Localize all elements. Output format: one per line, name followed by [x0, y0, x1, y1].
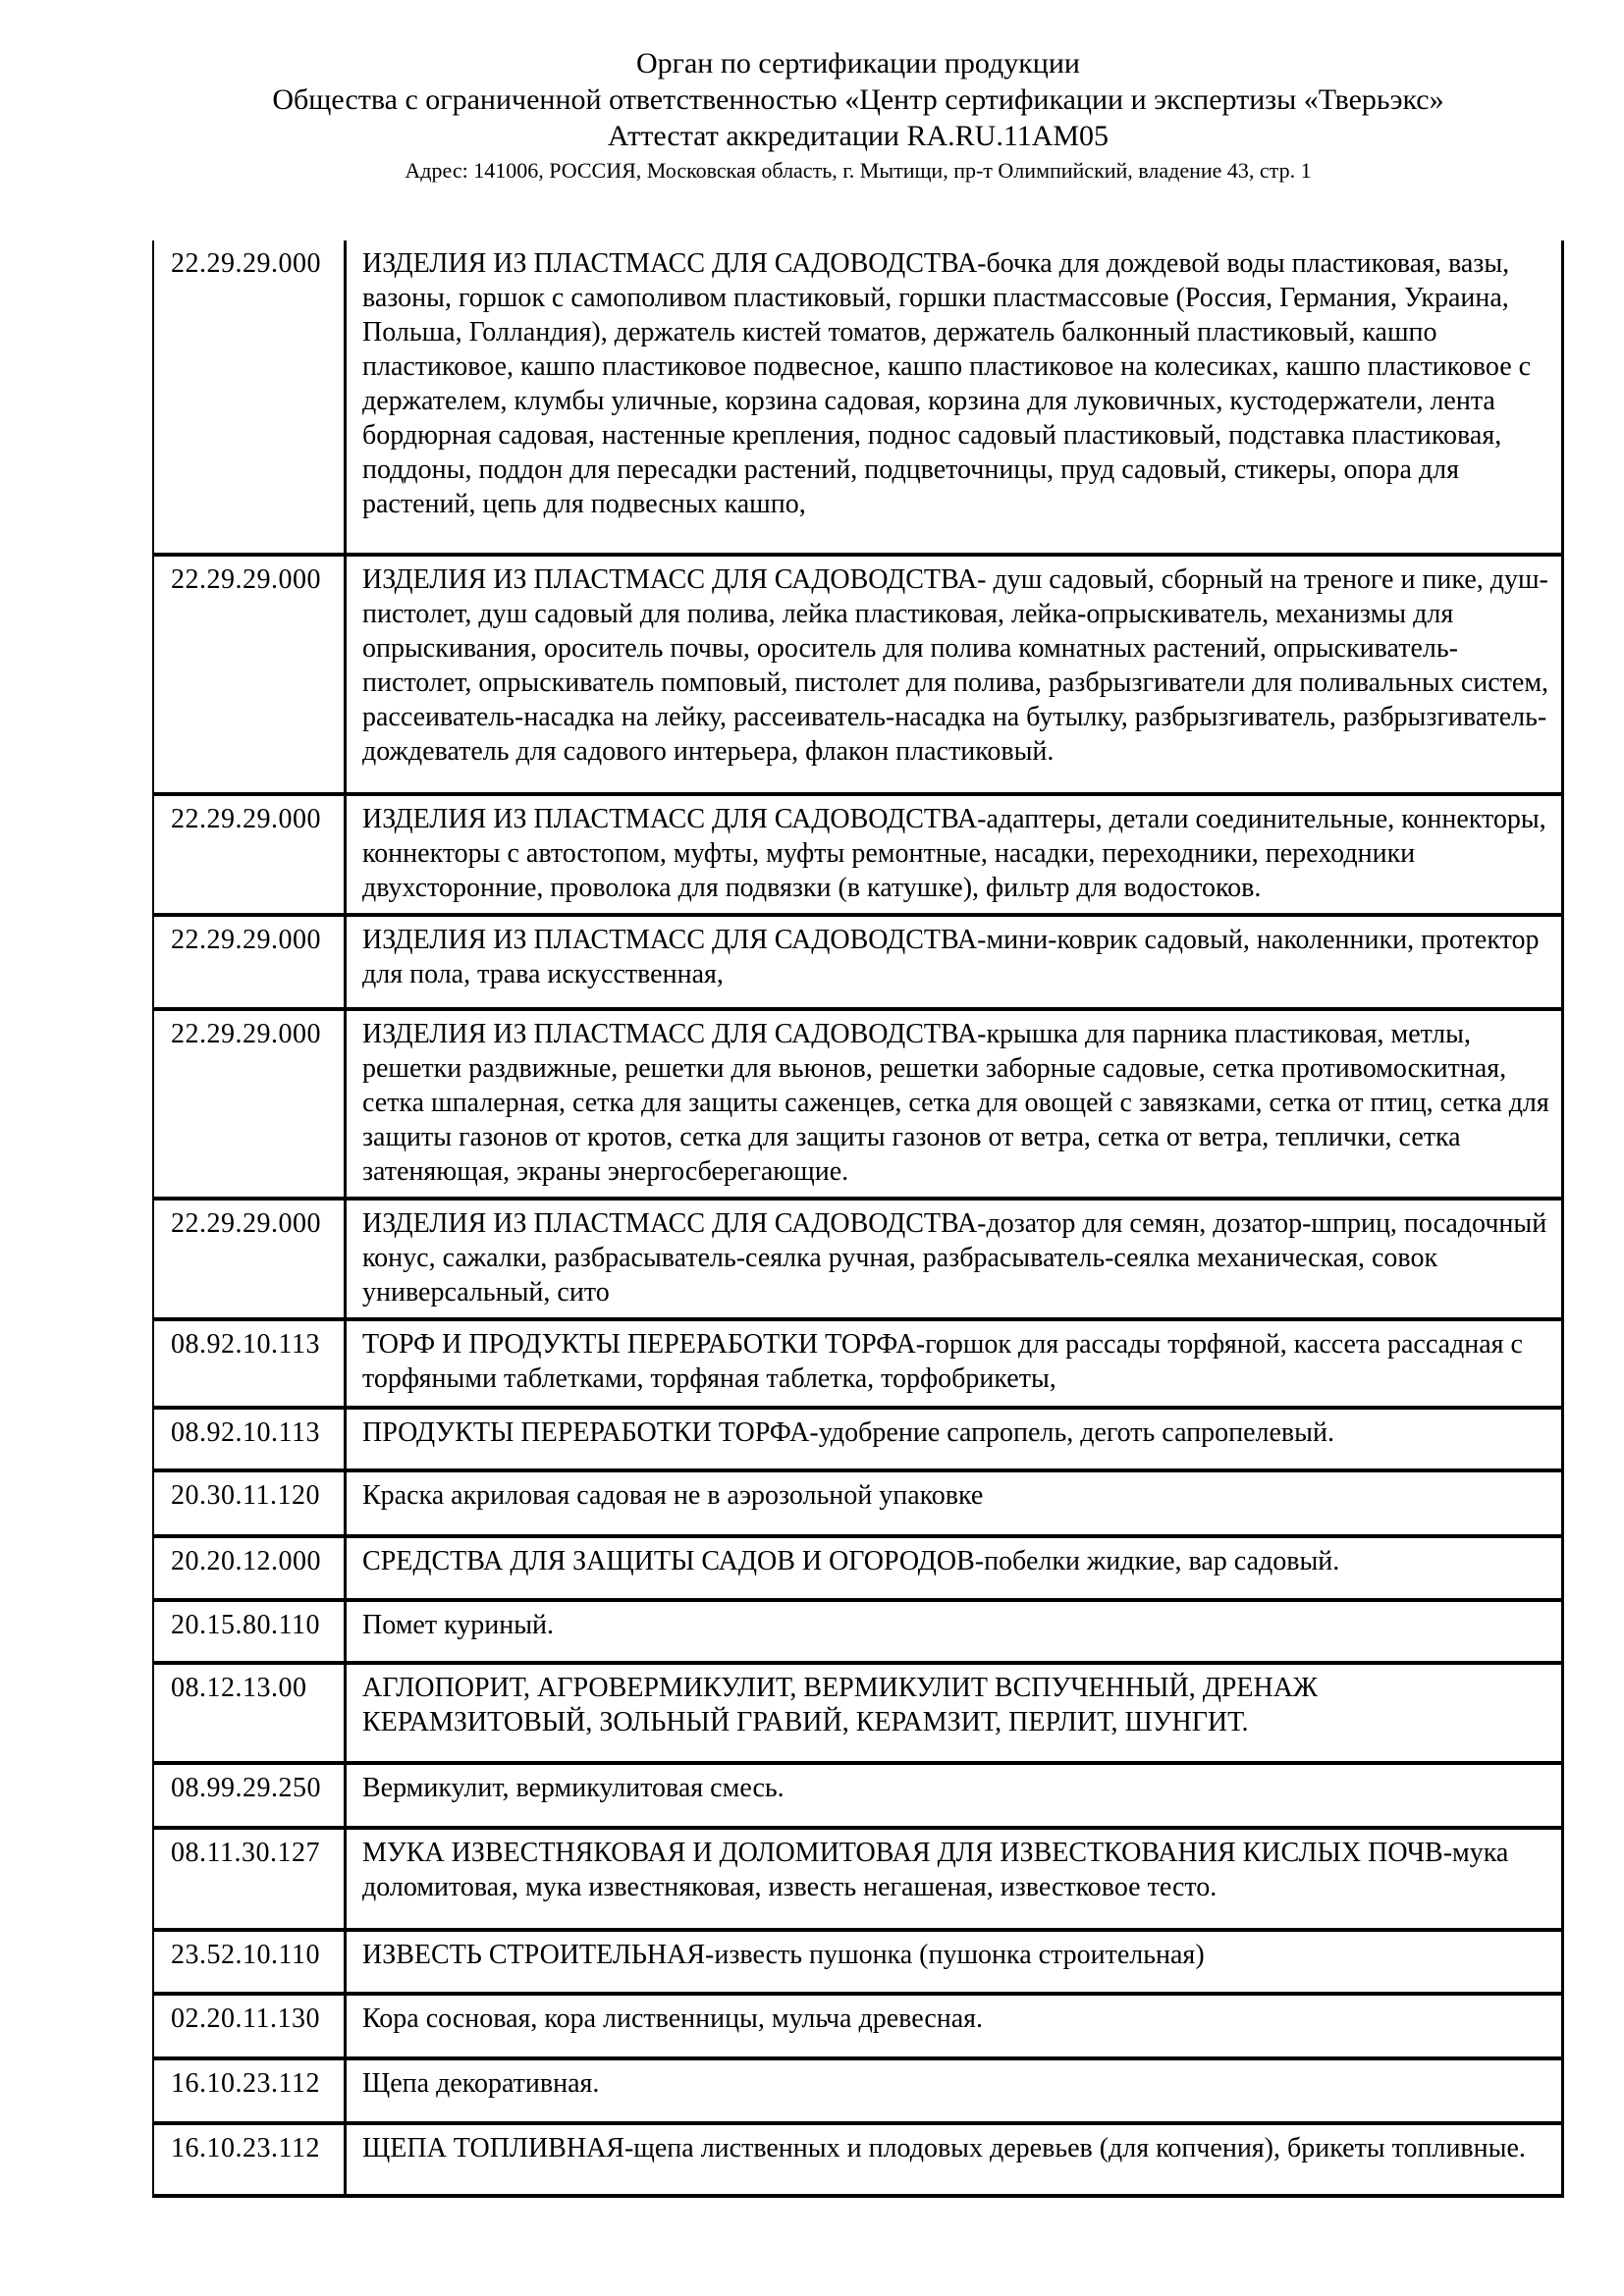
- product-description-cell: ИЗДЕЛИЯ ИЗ ПЛАСТМАСС ДЛЯ САДОВОДСТВА- душ садовый, сборный на треноге и пике, душ-пистолет, душ садовый для полива, лейка пластиковая, лейка-опрыскиватель, механизмы для опрыскивания, ороситель почвы, ороситель для полива комнатных растений, опрыскиватель-пистолет, опрыскиватель помповый, пистолет для полива, разбрызгиватели для поливальных систем, рассеиватель-насадка на лейку, рассеиватель-насадка на бутылку, разбрызгиватель, разбрызгиватель-дождеватель для садового интерьера, флакон пластиковый.: [347, 557, 1564, 792]
- table-row: [152, 557, 1564, 796]
- product-description-cell: Помет куриный.: [347, 1602, 1564, 1661]
- product-code-cell: 22.29.29.000: [152, 917, 347, 1007]
- product-description-cell: МУКА ИЗВЕСТНЯКОВАЯ И ДОЛОМИТОВАЯ ДЛЯ ИЗВЕСТКОВАНИЯ КИСЛЫХ ПОЧВ-мука доломитовая, мука известняковая, известь негашеная, известковое тесто.: [347, 1830, 1564, 1928]
- product-code-cell: 08.99.29.250: [152, 1765, 347, 1826]
- table-row: [152, 1665, 1564, 1765]
- product-description-cell: ИЗДЕЛИЯ ИЗ ПЛАСТМАСС ДЛЯ САДОВОДСТВА-бочка для дождевой воды пластиковая, вазы, вазоны, горшок с самополивом пластиковый, горшки пластмассовые (Россия, Германия, Украина, Польша, Голландия), держатель кистей томатов, держатель балконный пластиковый, кашпо пластиковое, кашпо пластиковое подвесное, кашпо пластиковое на колесиках, кашпо пластиковое с держателем, клумбы уличные, корзина садовая, корзина для луковичных, кустодержатели, лента бордюрная садовая, настенные крепления, поднос садовый пластиковый, подставка пластиковая, поддоны, поддон для пересадки растений, подцветочницы, пруд садовый, стикеры, опора для растений, цепь для подвесных кашпо,: [347, 240, 1564, 553]
- table-row: [152, 1472, 1564, 1538]
- product-description-cell: Краска акриловая садовая не в аэрозольной упаковке: [347, 1472, 1564, 1534]
- table-row: [152, 1321, 1564, 1410]
- certification-products-table: [152, 240, 1564, 2198]
- product-code-cell: 16.10.23.112: [152, 2060, 347, 2121]
- product-code-cell: 16.10.23.112: [152, 2125, 347, 2194]
- product-description-cell: СРЕДСТВА ДЛЯ ЗАЩИТЫ САДОВ И ОГОРОДОВ-побелки жидкие, вар садовый.: [347, 1538, 1564, 1598]
- table-row: [152, 1602, 1564, 1665]
- table-row: [152, 796, 1564, 917]
- table-row: [152, 917, 1564, 1011]
- product-code-cell: 20.20.12.000: [152, 1538, 347, 1598]
- table-row: [152, 2125, 1564, 2198]
- document-header: [152, 45, 1564, 185]
- product-description-cell: Кора сосновая, кора лиственницы, мульча древесная.: [347, 1996, 1564, 2056]
- header-address-line: Адрес: 141006, РОССИЯ, Московская область, г. Мытищи, пр-т Олимпийский, владение 43, стр. 1: [405, 158, 1312, 183]
- table-row: [152, 1011, 1564, 1201]
- product-code-cell: 02.20.11.130: [152, 1996, 347, 2056]
- table-row: [152, 1765, 1564, 1830]
- product-description-cell: ИЗДЕЛИЯ ИЗ ПЛАСТМАСС ДЛЯ САДОВОДСТВА-крышка для парника пластиковая, метлы, решетки раздвижные, решетки для вьюнов, решетки заборные садовые, сетка противомоскитная, сетка шпалерная, сетка для защиты саженцев, сетка для овощей с завязками, сетка от птиц, сетка для защиты газонов от кротов, сетка для защиты газонов от ветра, сетка от ветра, теплички, сетка затеняющая, экраны энергосберегающие.: [347, 1011, 1564, 1197]
- header-company-line: Общества с ограниченной ответственностью «Центр сертификации и экспертизы «Тверьэкс»: [272, 83, 1444, 116]
- product-code-cell: 08.12.13.00: [152, 1665, 347, 1761]
- table-row: [152, 1538, 1564, 1602]
- product-code-cell: 20.30.11.120: [152, 1472, 347, 1534]
- product-code-cell: 22.29.29.000: [152, 1011, 347, 1197]
- table-row: [152, 240, 1564, 557]
- product-description-cell: АГЛОПОРИТ, АГРОВЕРМИКУЛИТ, ВЕРМИКУЛИТ ВСПУЧЕННЫЙ, ДРЕНАЖ КЕРАМЗИТОВЫЙ, ЗОЛЬНЫЙ ГРАВИЙ, КЕРАМЗИТ, ПЕРЛИТ, ШУНГИТ.: [347, 1665, 1564, 1761]
- product-code-cell: 22.29.29.000: [152, 796, 347, 913]
- table-row: [152, 1201, 1564, 1321]
- product-description-cell: Щепа декоративная.: [347, 2060, 1564, 2121]
- product-description-cell: ИЗДЕЛИЯ ИЗ ПЛАСТМАСС ДЛЯ САДОВОДСТВА-мини-коврик садовый, наколенники, протектор для пола, трава искусственная,: [347, 917, 1564, 1007]
- product-description-cell: ЩЕПА ТОПЛИВНАЯ-щепа лиственных и плодовых деревьев (для копчения), брикеты топливные.: [347, 2125, 1564, 2194]
- product-code-cell: 22.29.29.000: [152, 557, 347, 792]
- table-row: [152, 2060, 1564, 2125]
- product-code-cell: 20.15.80.110: [152, 1602, 347, 1661]
- product-description-cell: Вермикулит, вермикулитовая смесь.: [347, 1765, 1564, 1826]
- table-row: [152, 1830, 1564, 1932]
- product-description-cell: ПРОДУКТЫ ПЕРЕРАБОТКИ ТОРФА-удобрение сапропель, деготь сапропелевый.: [347, 1410, 1564, 1468]
- table-row: [152, 1410, 1564, 1472]
- product-code-cell: 08.92.10.113: [152, 1321, 347, 1406]
- product-code-cell: 23.52.10.110: [152, 1932, 347, 1992]
- product-description-cell: ИЗДЕЛИЯ ИЗ ПЛАСТМАСС ДЛЯ САДОВОДСТВА-адаптеры, детали соединительные, коннекторы, коннекторы с автостопом, муфты, муфты ремонтные, насадки, переходники, переходники двухсторонние, проволока для подвязки (в катушке), фильтр для водостоков.: [347, 796, 1564, 913]
- product-code-cell: 08.11.30.127: [152, 1830, 347, 1928]
- product-description-cell: ИЗВЕСТЬ СТРОИТЕЛЬНАЯ-известь пушонка (пушонка строительная): [347, 1932, 1564, 1992]
- product-description-cell: ИЗДЕЛИЯ ИЗ ПЛАСТМАСС ДЛЯ САДОВОДСТВА-дозатор для семян, дозатор-шприц, посадочный конус, сажалки, разбрасыватель-сеялка ручная, разбрасыватель-сеялка механическая, совок универсальный, сито: [347, 1201, 1564, 1317]
- header-accreditation-line: Аттестат аккредитации RA.RU.11АМ05: [607, 120, 1110, 152]
- table-row: [152, 1996, 1564, 2060]
- header-certification-body-line: Орган по сертификации продукции: [636, 47, 1080, 80]
- product-description-cell: ТОРФ И ПРОДУКТЫ ПЕРЕРАБОТКИ ТОРФА-горшок для рассады торфяной, кассета рассадная с торфяными таблетками, торфяная таблетка, торфобрикеты,: [347, 1321, 1564, 1406]
- product-code-cell: 22.29.29.000: [152, 1201, 347, 1317]
- table-row: [152, 1932, 1564, 1996]
- product-code-cell: 22.29.29.000: [152, 240, 347, 553]
- product-code-cell: 08.92.10.113: [152, 1410, 347, 1468]
